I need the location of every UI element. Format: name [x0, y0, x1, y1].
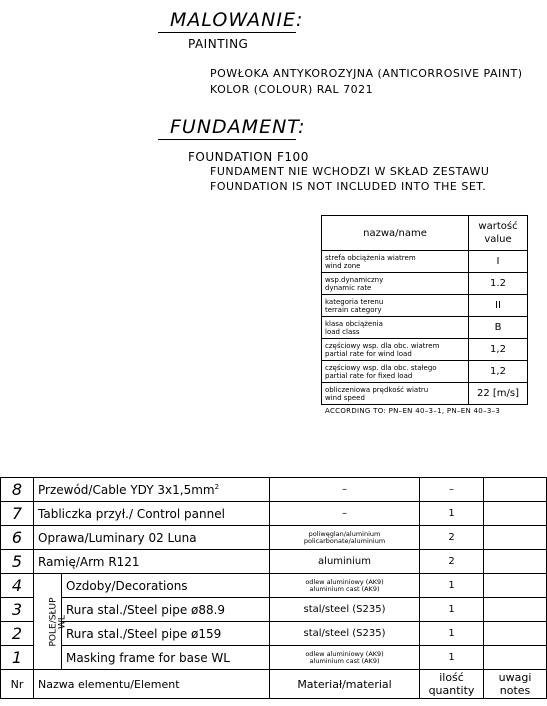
parameters-row-value: II — [469, 295, 528, 317]
painting-title-underline — [158, 32, 296, 33]
parameters-row-name-pl: wsp.dynamiczny — [325, 275, 384, 284]
parameters-row-name — [322, 383, 469, 405]
parameters-row — [322, 295, 528, 317]
bom-row-nr: 7 — [1, 502, 34, 526]
bom-row — [1, 550, 547, 574]
bom-row-material-en: aluminium cast (AK9) — [309, 584, 380, 593]
bom-row-material: stal/steel (S235) — [270, 598, 420, 622]
bom-row-nr: 8 — [1, 478, 34, 502]
bom-row-notes — [484, 622, 547, 646]
bom-row-notes — [484, 502, 547, 526]
parameters-row-name — [322, 339, 469, 361]
bom-row-name: Masking frame for base WL — [62, 646, 270, 670]
parameters-row-value: I — [469, 251, 528, 273]
parameters-row-name-en: terrain category — [325, 305, 382, 314]
bom-row-nr: 6 — [1, 526, 34, 550]
bill-of-materials-table — [0, 477, 547, 699]
bom-row-material: aluminium — [270, 550, 420, 574]
parameters-row-name-en: dynamic rate — [325, 283, 372, 292]
pole-group-label — [34, 574, 68, 670]
bom-row-material: – — [270, 502, 420, 526]
bom-row-quantity: 1 — [420, 646, 484, 670]
pole-group-label-line-2: WL — [57, 614, 68, 629]
bom-row — [1, 646, 547, 670]
parameters-row-value: 1,2 — [469, 361, 528, 383]
bom-row-quantity: 1 — [420, 622, 484, 646]
pole-group-label-text — [50, 597, 68, 646]
bom-row — [1, 502, 547, 526]
foundation-subtitle: FOUNDATION F100 — [188, 150, 309, 164]
bom-row-name-superscript: 2 — [214, 482, 220, 491]
painting-line-1: POWŁOKA ANTYKOROZYJNA (ANTICORROSIVE PAINT) — [210, 67, 523, 80]
bom-header-notes-pl: uwagi — [498, 671, 532, 684]
foundation-line-2: FOUNDATION IS NOT INCLUDED INTO THE SET. — [210, 180, 487, 193]
parameters-row-name — [322, 273, 469, 295]
parameters-row-name-pl: obliczeniowa prędkość wiatru — [325, 385, 429, 394]
bom-row-quantity: 2 — [420, 526, 484, 550]
parameters-table — [321, 215, 528, 405]
bom-header-quantity — [420, 670, 484, 699]
bom-row-material-pl: poliwęglan/aluminium — [308, 529, 381, 538]
parameters-row — [322, 317, 528, 339]
bom-row-material: stal/steel (S235) — [270, 622, 420, 646]
parameters-row-value: 1.2 — [469, 273, 528, 295]
bom-header-notes-en: notes — [499, 684, 531, 697]
bom-row-quantity: – — [420, 478, 484, 502]
parameters-row-name-pl: strefa obciążenia wiatrem — [325, 253, 416, 262]
bom-row-nr: 5 — [1, 550, 34, 574]
bom-row-name: Ramię/Arm R121 — [34, 550, 270, 574]
painting-line-2: KOLOR (COLOUR) RAL 7021 — [210, 83, 374, 96]
parameters-footnote: ACCORDING TO: PN–EN 40–3–1, PN–EN 40–3–3 — [325, 407, 501, 415]
parameters-row — [322, 273, 528, 295]
bom-row-name: Oprawa/Luminary 02 Luna — [34, 526, 270, 550]
bom-row-quantity: 2 — [420, 550, 484, 574]
bom-row-notes — [484, 526, 547, 550]
bom-header-name: Nazwa elementu/Element — [34, 670, 270, 699]
bom-row-material-en: policarbonate/aluminium — [303, 536, 386, 545]
bom-row-name — [34, 478, 270, 502]
foundation-line-1: FUNDAMENT NIE WCHODZI W SKŁAD ZESTAWU — [210, 165, 490, 178]
parameters-row-name-pl: klasa obciążenia — [325, 319, 383, 328]
parameters-row — [322, 361, 528, 383]
parameters-row-name — [322, 295, 469, 317]
bom-row-material: – — [270, 478, 420, 502]
parameters-row-value: 1,2 — [469, 339, 528, 361]
parameters-row — [322, 383, 528, 405]
bom-row — [1, 478, 547, 502]
bom-row-material — [270, 526, 420, 550]
bom-row-material-pl: odlew aluminiowy (AK9) — [305, 649, 384, 658]
bom-row-name-text: Przewód/Cable YDY 3x1,5mm — [38, 482, 215, 497]
bom-row-material — [270, 574, 420, 598]
parameters-row-name — [322, 251, 469, 273]
painting-subtitle: PAINTING — [188, 37, 249, 51]
parameters-row-name-en: wind zone — [325, 261, 361, 270]
bom-row — [1, 622, 547, 646]
foundation-title-underline — [158, 139, 296, 140]
bom-row-notes — [484, 646, 547, 670]
parameters-row-name-en: load class — [325, 327, 360, 336]
bom-row-quantity: 1 — [420, 598, 484, 622]
parameters-header-row — [322, 216, 528, 251]
bom-row-name: Tabliczka przył./ Control pannel — [34, 502, 270, 526]
bom-row-notes — [484, 598, 547, 622]
parameters-row-name-pl: częściowy wsp. dla obc. stałego — [325, 363, 437, 372]
parameters-row-name — [322, 317, 469, 339]
parameters-header-name: nazwa/name — [322, 216, 469, 251]
parameters-header-value-en: value — [484, 234, 512, 245]
parameters-row-name-pl: częściowy wsp. dla obc. wiatrem — [325, 341, 440, 350]
parameters-row-name-pl: kategoria terenu — [325, 297, 384, 306]
bom-row-nr: 1 — [1, 646, 34, 670]
bom-row-quantity: 1 — [420, 502, 484, 526]
bom-row-name: Ozdoby/Decorations — [62, 574, 270, 598]
parameters-header-value — [469, 216, 528, 251]
bom-row-nr: 2 — [1, 622, 34, 646]
parameters-header-value-pl: wartość — [478, 221, 518, 232]
bom-row-nr: 4 — [1, 574, 34, 598]
bom-row-name: Rura stal./Steel pipe ø88.9 — [62, 598, 270, 622]
bom-row-material-en: aluminium cast (AK9) — [309, 656, 380, 665]
bom-header-material: Materiał/material — [270, 670, 420, 699]
bom-row-notes — [484, 574, 547, 598]
parameters-row-name-en: partial rate for fixed load — [325, 371, 413, 380]
bom-header-notes — [484, 670, 547, 699]
bom-row-name: Rura stal./Steel pipe ø159 — [62, 622, 270, 646]
parameters-row-name — [322, 361, 469, 383]
bom-header-nr: Nr — [1, 670, 34, 699]
bom-header-row — [1, 670, 547, 699]
bom-row-material — [270, 646, 420, 670]
pole-group-label-line-1: POLE/SŁUP — [48, 596, 59, 647]
parameters-row — [322, 339, 528, 361]
bom-row — [1, 598, 547, 622]
parameters-row-value: B — [469, 317, 528, 339]
bom-row-notes — [484, 550, 547, 574]
parameters-row-value: 22 [m/s] — [469, 383, 528, 405]
bom-row-notes — [484, 478, 547, 502]
parameters-row — [322, 251, 528, 273]
bom-row-quantity: 1 — [420, 574, 484, 598]
bom-header-quantity-pl: ilość — [439, 671, 464, 684]
bom-row-nr: 3 — [1, 598, 34, 622]
foundation-title: FUNDAMENT: — [170, 116, 306, 138]
parameters-row-name-en: wind speed — [325, 393, 365, 402]
bom-row-material-pl: odlew aluminiowy (AK9) — [305, 577, 384, 586]
bom-row — [1, 574, 547, 598]
painting-title: MALOWANIE: — [170, 9, 304, 31]
bom-header-quantity-en: quantity — [428, 684, 475, 697]
bom-row — [1, 526, 547, 550]
parameters-row-name-en: partial rate for wind load — [325, 349, 412, 358]
